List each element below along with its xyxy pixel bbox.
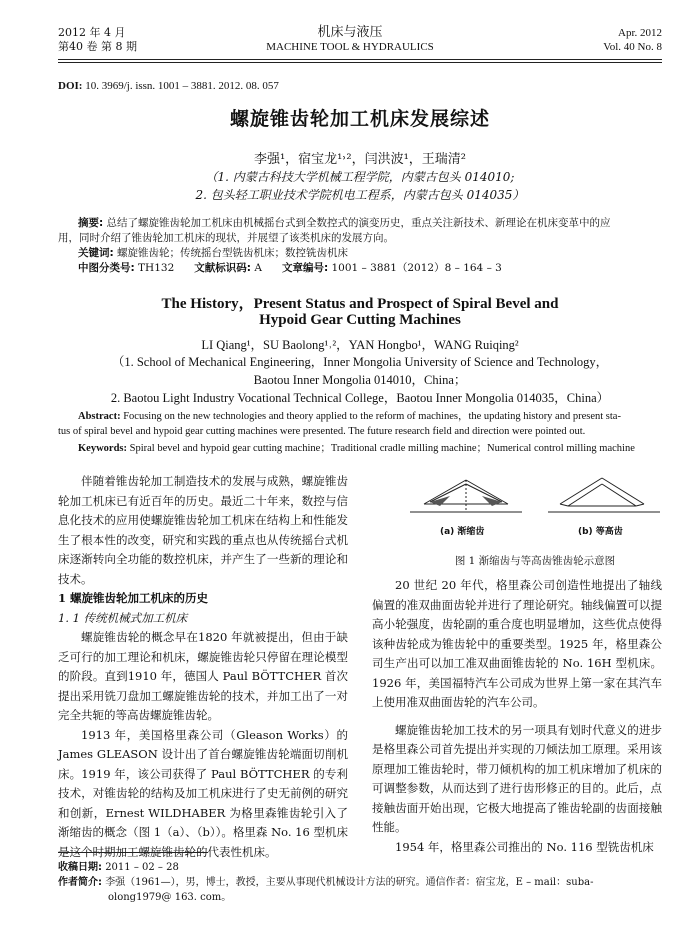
classification-line — [58, 261, 662, 276]
header-volume-en: Vol. 40 No. 8 — [603, 41, 662, 53]
keywords-en: Spiral bevel and hypoid gear cutting machine；Traditional cradle milling machine；Numerical control milling machine — [129, 443, 635, 454]
abstract-en — [58, 409, 662, 456]
doi: 10. 3969/j. issn. 1001 – 3881. 2012. 08. 057 — [85, 80, 279, 92]
right-paragraph-1: 20 世纪 20 年代，格里森公司创造性地提出了轴线偏置的准双曲面齿轮并进行了理论研究。轴线偏置可以提高小轮强度，齿轮副的重合度也明显增加，这些优点使得该种齿轮成为锥齿轮中的重要类型。1925 年，格里森公司生产出可以加工准双曲面锥齿轮的 No. 16H 型机床。1926 年，美国福特汽车公司成为世界上第一家在其汽车上使用准双曲面齿轮的汽车公司。 — [372, 578, 662, 709]
header-left — [58, 26, 137, 54]
abstract-cn-label: 摘要: — [78, 217, 104, 229]
figure-1 — [410, 472, 660, 547]
doccode-label: 文献标识码: — [194, 262, 251, 274]
section-1-1-heading: 1. 1 传统机械式加工机床 — [58, 610, 188, 625]
doi-line — [58, 80, 279, 92]
author-bio-label: 作者简介: — [58, 877, 102, 888]
articleno: 1001 – 3881（2012）8 – 164 – 3 — [331, 262, 502, 274]
affil-en-2: Baotou Inner Mongolia 014010，China； — [253, 373, 467, 387]
left-paragraph-2: 螺旋锥齿轮的概念早在1820 年就被提出，但由于缺乏可行的加工理论和机床，螺旋锥齿轮只停留在理论模型的阶段。直到1910 年，德国人 Paul BÖTTCHER 首次提出采用铣刀盘加工螺旋锥齿轮的技术，并加工出了一对完全共轭的等高齿螺旋锥齿轮。 — [58, 630, 348, 722]
author-bio-line2: olong1979@ 163. com。 — [108, 892, 232, 903]
left-column — [58, 472, 348, 862]
header-volume: 第40 卷 第 8 期 — [58, 40, 137, 53]
abstract-en-line1: Focusing on the new technologies and theory applied to the reform of machines，the updating history and present sta- — [123, 411, 621, 422]
abstract-en-line2: tus of spiral bevel and hypoid gear cutting machines were presented. The future research field and direction were pointed out. — [58, 426, 586, 437]
doi-label: DOI: — [58, 80, 83, 92]
header-rule-thin — [58, 62, 662, 63]
journal-name-cn: 机床与液压 — [317, 25, 383, 40]
abstract-en-label: Abstract: — [78, 411, 121, 422]
abstract-cn — [58, 216, 662, 276]
keywords-cn-label: 关键词: — [78, 247, 114, 259]
header-right — [603, 26, 662, 54]
right-paragraph-3: 1954 年，格里森公司推出的 No. 116 型铣齿机床 — [395, 839, 654, 854]
section-1-heading: 1 螺旋锥齿轮加工机床的历史 — [58, 591, 209, 605]
keywords-en-label: Keywords: — [78, 443, 127, 454]
header-date: 2012 年 4 月 — [58, 26, 126, 39]
abstract-cn-line1: 总结了螺旋锥齿轮加工机床由机械摇台式到全数控式的演变历史，重点关注新技术、新理论在机床变革中的应 — [106, 217, 611, 229]
figure-1-drawing — [410, 472, 660, 532]
affil-cn-1: （1. 内蒙古科技大学机械工程学院，内蒙古包头 014010; — [205, 170, 515, 184]
footnote-rule — [58, 852, 208, 853]
figure-1-caption: 图 1 渐缩齿与等高齿锥齿轮示意图 — [454, 555, 616, 567]
header-center — [230, 26, 470, 54]
clc-label: 中图分类号: — [78, 262, 135, 274]
articleno-label: 文章编号: — [281, 262, 329, 274]
title-cn: 螺旋锥齿轮加工机床发展综述 — [229, 108, 490, 130]
affil-en-1: （1. School of Mechanical Engineering，Inner Mongolia University of Science and Technology， — [111, 355, 609, 369]
doccode: A — [254, 262, 262, 274]
figure-1b-label: (b) 等高齿 — [578, 527, 623, 537]
right-column — [372, 576, 662, 857]
header-rule — [58, 59, 662, 60]
keywords-cn: 螺旋锥齿轮；传统摇台型铣齿机床；数控铣齿机床 — [117, 247, 349, 259]
authors-en: LI Qiang¹，SU Baolong¹˒²，YAN Hongbo¹，WANG Ruiqing² — [201, 338, 519, 352]
author-bio-line1: 李强（1961—），男，博士，教授，主要从事现代机械设计方法的研究。通信作者：宿宝龙，E – mail：suba- — [105, 877, 594, 888]
footnote — [58, 860, 662, 905]
received-date: 2011 – 02 – 28 — [105, 862, 179, 873]
left-paragraph-3: 1913 年，美国格里森公司（Gleason Works）的 James GLEASON 设计出了首台螺旋锥齿轮端面切削机床。1919 年，该公司获得了 Paul BÖTTCHER 的专利技术，对锥齿轮的结构及加工机床进行了史无前例的研究和创新，Ernest WILDHABER 为格里森锥齿轮引入了渐缩齿的概念（图 1（a）、（b））。格里森 No. 16 型机床是这个时期加工螺旋锥齿轮的代表性机床。 — [58, 727, 348, 859]
affil-cn-2: 2. 包头轻工职业技术学院机电工程系，内蒙古包头 014035） — [195, 188, 525, 202]
title-en-line2: Hypoid Gear Cutting Machines — [259, 312, 461, 328]
journal-name-en: MACHINE TOOL & HYDRAULICS — [266, 41, 434, 53]
clc: TH132 — [138, 262, 175, 274]
left-paragraph-intro: 伴随着锥齿轮加工制造技术的发展与成熟，螺旋锥齿轮加工机床已有近百年的历史。最近二十年来，数控与信息化技术的应用使螺旋锥齿轮加工机床在结构上和性能发生了根本性的改变，研究和实践的重点也从传统摇台式机床逐渐转向全功能的数控机床，并产生了一些新的理论和技术。 — [58, 474, 348, 586]
right-paragraph-2: 螺旋锥齿轮加工技术的另一项具有划时代意义的进步是格里森公司首先提出并实现的刀倾法加工原理。采用该原理加工锥齿轮时，带刀倾机构的加工机床增加了机床的可调整参数，从而达到了进行齿形修正的目的。此后，点接触齿面开始出现，它极大地提高了锥齿轮副的齿面接触性能。 — [372, 722, 662, 834]
affil-en-3: 2. Baotou Light Industry Vocational Technical College，Baotou Inner Mongolia 014035，China） — [110, 391, 610, 405]
authors-cn: 李强¹，宿宝龙¹˒²，闫洪波¹，王瑞清² — [253, 152, 467, 167]
abstract-cn-line2: 用，同时介绍了锥齿轮加工机床的现状，并展望了该类机床的发展方向。 — [58, 232, 394, 244]
figure-1a-label: (a) 渐缩齿 — [440, 527, 485, 537]
received-label: 收稿日期: — [58, 862, 102, 873]
header-date-en: Apr. 2012 — [618, 27, 662, 39]
title-en-line1: The History，Present Status and Prospect of Spiral Bevel and — [161, 296, 559, 312]
tapered-tooth-diagram — [410, 480, 522, 512]
constant-height-tooth-diagram — [548, 478, 660, 512]
